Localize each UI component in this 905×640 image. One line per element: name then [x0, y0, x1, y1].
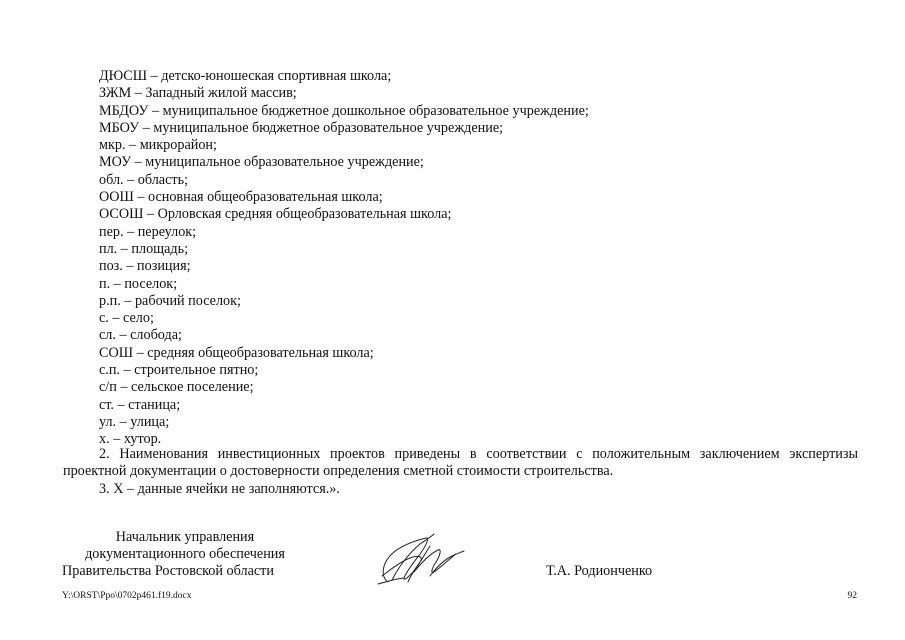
abbreviation-item: р.п. – рабочий поселок; [99, 292, 241, 309]
abbreviation-item: ОСОШ – Орловская средняя общеобразовательная школа; [99, 206, 452, 223]
abbreviation-item: с/п – сельское поселение; [99, 379, 254, 396]
abbreviation-item: МБДОУ – муниципальное бюджетное дошкольное образовательное учреждение; [99, 102, 589, 119]
abbreviation-item: МБОУ – муниципальное бюджетное образовательное учреждение; [99, 119, 504, 136]
note-2: 2. Наименования инвестиционных проектов приведены в соответствии с положительным заключением экспертизы проектной документации о достоверности определения сметной стоимости строительства. [63, 446, 858, 480]
abbreviation-item: мкр. – микрорайон; [99, 137, 217, 154]
abbreviation-item: х. – хутор. [99, 431, 162, 448]
handwritten-signature [374, 532, 466, 588]
abbreviation-item: с. – село; [99, 310, 154, 327]
signatory-title-line-3: Правительства Ростовской области [62, 563, 274, 579]
abbreviation-item: пл. – площадь; [99, 240, 189, 257]
page-number: 92 [847, 591, 857, 601]
abbreviation-item: ул. – улица; [99, 413, 170, 430]
signatory-title-line-2: документационного обеспечения [85, 546, 285, 562]
abbreviation-item: СОШ – средняя общеобразовательная школа; [99, 344, 374, 361]
footer-file-path: Y:\ORST\Ppo\0702p461.f19.docx [62, 591, 192, 601]
abbreviation-item: пер. – переулок; [99, 223, 197, 240]
abbreviation-item: МОУ – муниципальное образовательное учреждение; [99, 154, 424, 171]
abbreviation-item: поз. – позиция; [99, 258, 191, 275]
note-3: 3. Х – данные ячейки не заполняются.». [99, 480, 340, 497]
abbreviation-item: ДЮСШ – детско-юношеская спортивная школа; [99, 68, 392, 84]
notes-section [63, 446, 858, 498]
abbreviation-item: ЗЖМ – Западный жилой массив; [99, 85, 297, 102]
signatory-title [62, 529, 308, 580]
signer-name: Т.А. Родионченко [546, 563, 653, 579]
abbreviation-item: сл. – слобода; [99, 327, 182, 344]
abbreviation-item: ст. – станица; [99, 396, 181, 413]
signatory-title-line-1: Начальник управления [115, 529, 255, 545]
abbreviation-item: с.п. – строительное пятно; [99, 362, 259, 379]
abbreviation-item: ООШ – основная общеобразовательная школа; [99, 189, 383, 206]
abbreviation-item: обл. – область; [99, 171, 189, 188]
abbreviation-item: п. – поселок; [99, 275, 178, 292]
abbreviation-list [99, 68, 589, 449]
